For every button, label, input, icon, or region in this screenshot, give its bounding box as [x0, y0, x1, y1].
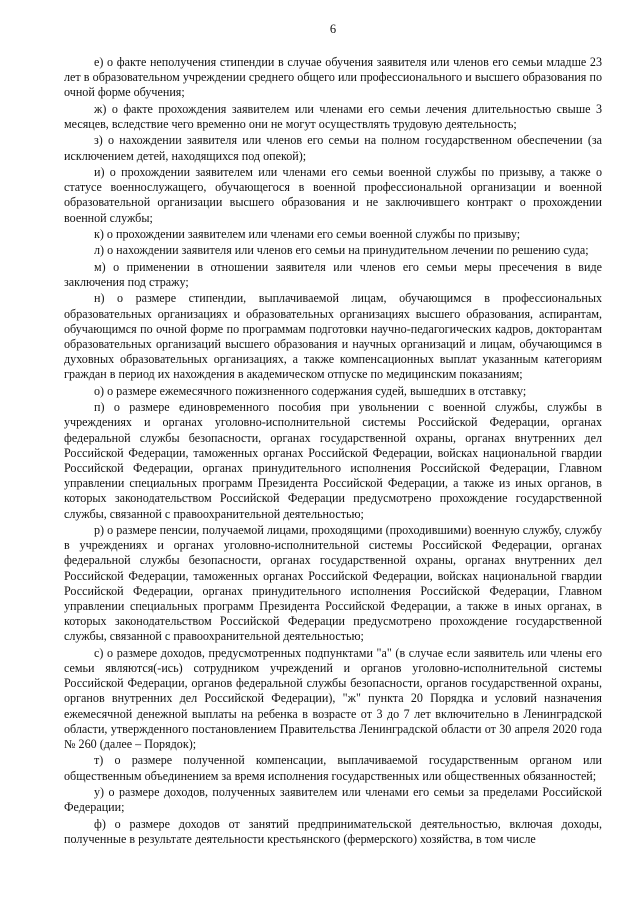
- paragraph-s: с) о размере доходов, предусмотренных подпунктами "а" (в случае если заявитель или члены его семьи являются(-ись) сотрудником учреждений и органов уголовно-исполнительной системы Российской Федерации, органов федеральной службы безопасности, органов государственной охраны, органов внутренних дел Российской Федерации), "ж" пункта 20 Порядка и условий назначения ежемесячной денежной выплаты на ребенка в возрасте от 3 до 7 лет включительно в Ленинградской области, утвержденного постановлением Правительства Ленинградской области от 30 апреля 2020 года № 260 (далее – Порядок);: [64, 645, 602, 751]
- paragraph-t: т) о размере полученной компенсации, выплачиваемой государственным органом или общественным объединением за время исполнения государственных или общественных обязанностей;: [64, 753, 602, 783]
- paragraph-k: к) о прохождении заявителем или членами его семьи военной службы по призыву;: [94, 226, 521, 241]
- paragraph-z: з) о нахождении заявителя или членов его семьи на полном государственном обеспечении (за исключением детей, находящихся под опекой);: [64, 133, 602, 163]
- paragraph-zh: ж) о факте прохождения заявителем или членами его семьи лечения длительностью свыше 3 месяцев, вследствие чего временно они не могут осуществлять трудовую деятельность;: [64, 101, 602, 131]
- paragraph-f: ф) о размере доходов от занятий предпринимательской деятельностью, включая доходы, полученные в результате деятельности крестьянского (фермерского) хозяйства, в том числе: [64, 816, 602, 846]
- paragraph-l: л) о нахождении заявителя или членов его семьи на принудительном лечении по решению суда;: [94, 243, 589, 258]
- page-number: 6: [329, 22, 337, 36]
- paragraph-r: р) о размере пенсии, получаемой лицами, проходящими (проходившими) военную службу, службу в учреждениях и органах уголовно-исполнительной системы Российской Федерации, органах федеральной службы безопасности, органах государственной охраны, органах внутренних дел Российской Федерации, таможенных органах Российской Федерации, войсках национальной гвардии Российской Федерации, органах принудительного исполнения Российской Федерации, Главном управлении специальных программ Президента Российской Федерации, а также в иных органах, в которых законодательством Российской Федерации предусмотрено прохождение государственной службы, связанной с правоохранительной деятельностью;: [64, 522, 602, 644]
- paragraph-e: е) о факте неполучения стипендии в случае обучения заявителя или членов его семьи младше 23 лет в образовательном учреждении среднего общего или профессионального и высшего образования по очной форме обучения;: [64, 55, 602, 100]
- paragraph-u: у) о размере доходов, полученных заявителем или членами его семьи за пределами Российской Федерации;: [64, 784, 602, 815]
- paragraph-m: м) о применении в отношении заявителя или членов его семьи меры пресечения в виде заключения под стражу;: [64, 259, 602, 289]
- paragraph-i: и) о прохождении заявителем или членами его семьи военной службы по призыву, а также о статусе военнослужащего, обучающегося в военной профессиональной организации и военной образовательной организации высшего образования и не заключившего контракт о прохождении военной службы;: [64, 164, 602, 225]
- paragraph-n: н) о размере стипендии, выплачиваемой лицам, обучающимся в профессиональных образовательных организациях и образовательных организациях высшего образования, аспирантам, обучающимся по очной форме по программам подготовки научно-педагогических кадров, докторантам образовательных организаций высшего образования и научных организаций и лицам, обучающимся в духовных образовательных организациях, а также компенсационных выплат указанным категориям граждан в период их нахождения в академическом отпуске по медицинским показаниям;: [64, 291, 602, 382]
- paragraph-p: п) о размере единовременного пособия при увольнении с военной службы, службы в учреждениях и органах уголовно-исполнительной системы Российской Федерации, органах федеральной службы безопасности, органах государственной охраны, органах внутренних дел Российской Федерации, таможенных органах Российской Федерации, войсках национальной гвардии Российской Федерации, органах принудительного исполнения Российской Федерации, Главном управлении специальных программ Президента Российской Федерации, а также из иных органов, в которых законодательством Российской Федерации предусмотрено прохождение государственной службы, связанной с правоохранительной деятельностью;: [64, 400, 602, 521]
- paragraph-o: о) о размере ежемесячного пожизненного содержания судей, вышедших в отставку;: [94, 383, 527, 398]
